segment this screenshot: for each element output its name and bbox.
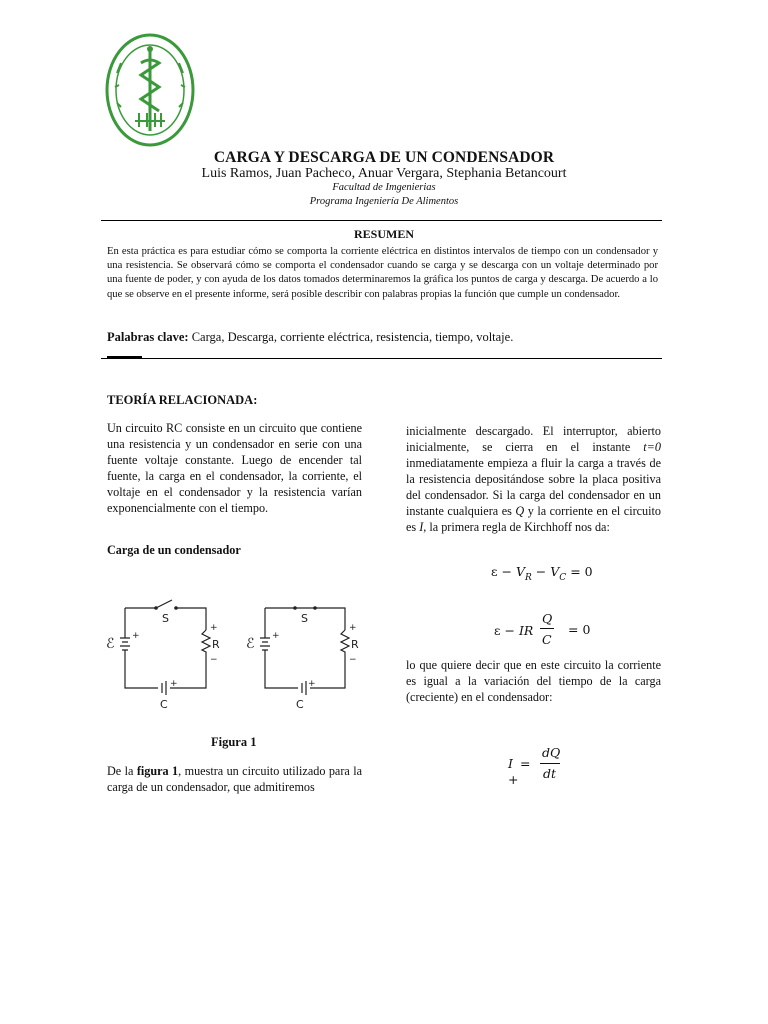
eq1-minus-2: −	[535, 564, 547, 579]
figure-caption: Figura 1	[211, 735, 257, 749]
eq2-denominator: C	[542, 632, 552, 647]
capacitor-label-left: C	[160, 698, 168, 711]
university-logo	[105, 33, 195, 148]
theory-paragraph-2	[107, 763, 362, 795]
eq3-denominator: dt	[543, 766, 557, 781]
eq3-I: I	[508, 756, 513, 771]
right-text-d: , la primera regla de Kirchhoff nos da:	[423, 520, 610, 534]
para2-prefix: De la	[107, 764, 137, 778]
eq2-equals: = 0	[568, 622, 591, 637]
eq1-minus-1: −	[501, 564, 512, 579]
source-label-left: ℰ	[106, 636, 115, 652]
theory-paragraph-right-1	[406, 423, 661, 535]
eq1-epsilon: ε	[491, 564, 498, 579]
subsection-heading: Carga de un condensador	[107, 543, 241, 557]
eq1-equals: = 0	[570, 564, 593, 579]
program: Programa Ingeniería De Alimentos	[309, 196, 459, 207]
equation-1	[491, 563, 593, 583]
authors: Luis Ramos, Juan Pacheco, Anuar Vergara, Stephania Betancourt	[201, 166, 567, 181]
eq2-minus: −	[504, 623, 515, 638]
eq3-plus: +	[508, 772, 519, 787]
eq1-V: V	[515, 564, 525, 579]
para2-suffix: , muestra un circuito utilizado para la carga de un condensador, que admitiremos	[107, 764, 362, 794]
keywords-list: Carga, Descarga, corriente eléctrica, resistencia, tiempo, voltaje.	[188, 330, 514, 344]
switch-label-left: S	[162, 612, 169, 625]
theory-paragraph-right-2: lo que quiere decir que en este circuito la corriente es igual a la variación del tiempo de la carga (creciente) en el condensador:	[406, 658, 661, 704]
eq2-numerator: Q	[542, 611, 553, 626]
resistor-minus-left: −	[210, 655, 218, 665]
capacitor-plus-right: +	[308, 679, 316, 689]
source-plus-left: +	[132, 631, 140, 641]
eq3-numerator: dQ	[542, 745, 561, 760]
section-heading: TEORÍA RELACIONADA:	[107, 393, 258, 407]
bottom-rule	[101, 358, 662, 359]
right-text-a: inicialmente descargado. El interruptor, abierto inicialmente, se cierra en el instante	[406, 424, 661, 454]
source-plus-right: +	[272, 631, 280, 641]
eq1-R-sub: R	[525, 573, 532, 584]
abstract-heading: RESUMEN	[353, 227, 414, 241]
t0-symbol: t=0	[643, 440, 661, 454]
capacitor-plus-left: +	[170, 679, 178, 689]
right-text-c: y la corriente en el circuito es	[406, 504, 662, 534]
resistor-plus-right: +	[349, 623, 357, 633]
I-symbol: I	[419, 520, 424, 534]
resistor-plus-left: +	[210, 623, 218, 633]
Q-symbol: Q	[515, 504, 525, 518]
eq3-fraction-bar	[540, 763, 560, 764]
keywords-label: Palabras clave:	[107, 330, 189, 344]
resistor-label-right: R	[351, 638, 359, 651]
eq2-epsilon: ε	[494, 623, 501, 638]
keywords	[107, 330, 513, 345]
resistor-label-left: R	[212, 638, 220, 651]
right-text-b: inmediatamente empieza a fluir la carga a través de la resistencia depositándose sobre la placa positiva del condensador. Si la carga del condensador en un instante cualquiera es	[406, 456, 661, 518]
faculty: Facultad de Imgenierias	[332, 182, 436, 193]
capacitor-label-right: C	[296, 698, 304, 711]
equation-2	[494, 622, 533, 640]
theory-paragraph-1: Un circuito RC consiste en un circuito que contiene una resistencia y un condensador en serie con una fuente voltaje constante. Luego de encender tal fuente, la carga en el condensador, la corriente, el voltaje en el condensador y la resistencia varían exponencialmente con el tiempo.	[107, 421, 362, 515]
source-label-right: ℰ	[246, 636, 255, 652]
top-rule	[101, 220, 662, 221]
eq1-C-sub: C	[559, 573, 567, 584]
eq2-IR: IR	[518, 623, 534, 638]
switch-label-right: S	[301, 612, 308, 625]
eq2-fraction-bar	[540, 628, 554, 629]
eq3-equals: =	[520, 756, 531, 771]
eq1-V2: V	[550, 564, 560, 579]
circuit-figure	[100, 590, 370, 715]
paper-title: CARGA Y DESCARGA DE UN CONDENSADOR	[213, 149, 555, 166]
figure-reference: figura 1	[136, 764, 179, 778]
abstract-text: En esta práctica es para estudiar cómo se comporta la corriente eléctrica en distintos intervalos de tiempo con un condensador y una resistencia. Se observará cómo se comporta el condensador cuando se carga y se descarga con un voltaje determinado por una fuente de poder, y con ayuda de los datos tomados determinaremos la gráfica los puntos de carga y descarga. De acuerdo a lo que se observe en el presente informe, será posible describir con palabras propias la función que cumple un condensador.	[107, 246, 658, 300]
resistor-minus-right: −	[349, 655, 357, 665]
